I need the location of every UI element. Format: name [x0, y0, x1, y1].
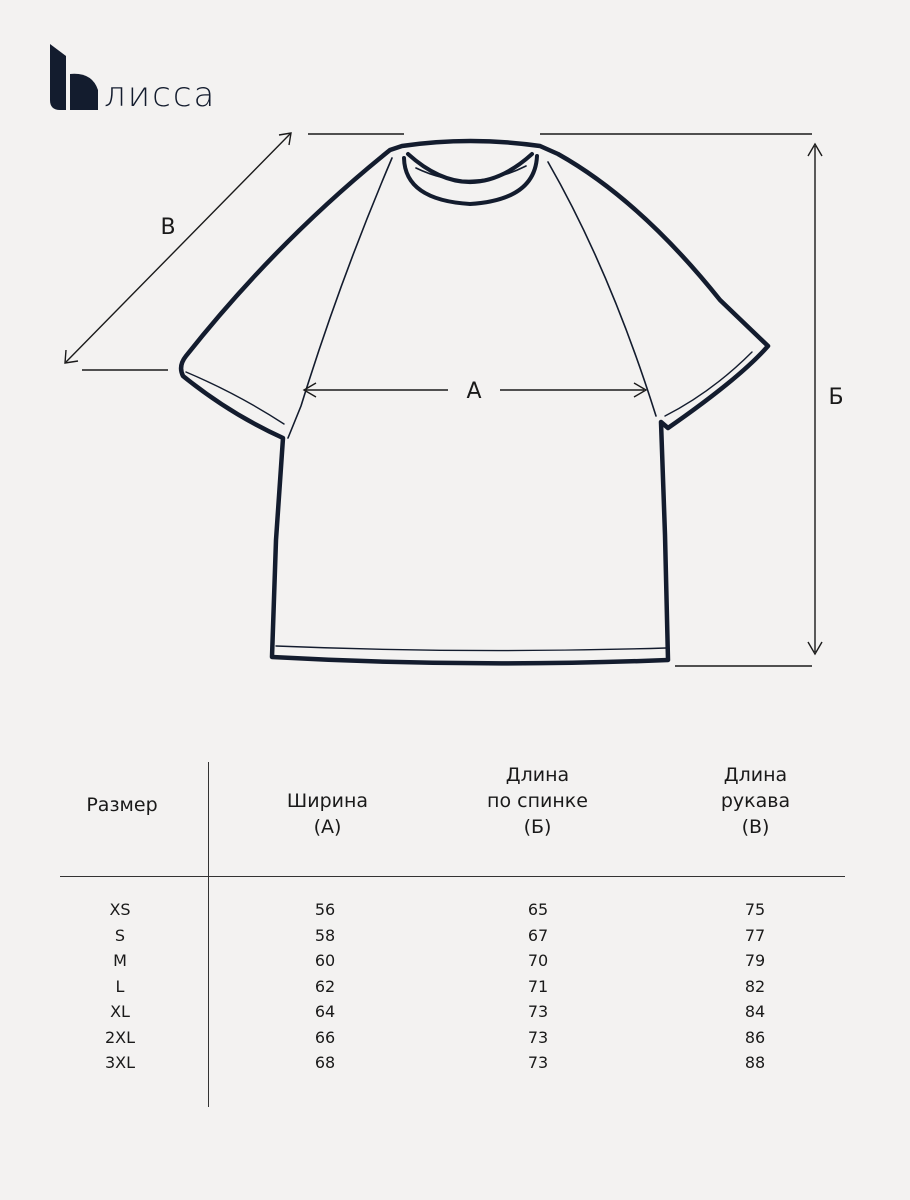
length-cell: 73 — [527, 1027, 549, 1047]
sleeve-cell: 86 — [744, 1027, 766, 1047]
header-length: Длина по спинке (Б) — [487, 764, 588, 838]
sleeve-cell: 77 — [744, 925, 766, 945]
header-size: Размер — [86, 794, 158, 816]
table-divider-horizontal — [60, 876, 845, 877]
sleeve-cell: 75 — [744, 900, 766, 919]
label-v: В — [160, 215, 176, 240]
column-width — [265, 897, 385, 1076]
size-cell: 3XL — [104, 1053, 136, 1072]
size-table — [0, 740, 910, 1120]
header-sleeve: Длина рукава (В) — [720, 764, 791, 838]
brand-name: лисса — [104, 75, 217, 115]
width-cell: 68 — [314, 1053, 336, 1072]
sleeve-arrow — [66, 134, 290, 362]
column-sizes — [60, 897, 180, 1076]
width-cell: 66 — [314, 1027, 336, 1047]
width-cell: 60 — [314, 951, 336, 970]
column-length — [478, 897, 598, 1076]
length-cell: 73 — [527, 1053, 549, 1072]
length-cell: 65 — [527, 900, 549, 919]
length-cell: 67 — [527, 925, 549, 945]
label-b: Б — [828, 385, 844, 410]
size-cell: M — [113, 951, 127, 970]
length-cell: 73 — [527, 1002, 549, 1021]
table-divider-vertical — [208, 762, 209, 1107]
width-cell: 64 — [314, 1002, 336, 1021]
length-cell: 70 — [527, 951, 549, 970]
length-cell: 71 — [527, 976, 549, 996]
sleeve-cell: 88 — [744, 1053, 766, 1072]
size-cell: 2XL — [104, 1027, 136, 1047]
sleeve-cell: 84 — [744, 1002, 766, 1021]
column-sleeve — [695, 897, 815, 1076]
label-a: А — [466, 379, 482, 404]
width-cell: 62 — [314, 976, 336, 996]
header-width: Ширина (А) — [286, 790, 369, 838]
size-cell: S — [114, 925, 126, 945]
sleeve-cell: 79 — [744, 951, 766, 970]
size-cell: XS — [109, 900, 131, 919]
tshirt-size-diagram — [0, 120, 910, 680]
sleeve-cell: 82 — [744, 976, 766, 996]
size-cell: L — [115, 976, 125, 996]
size-cell: XL — [110, 1002, 130, 1021]
width-cell: 58 — [314, 925, 336, 945]
width-cell: 56 — [314, 900, 336, 919]
